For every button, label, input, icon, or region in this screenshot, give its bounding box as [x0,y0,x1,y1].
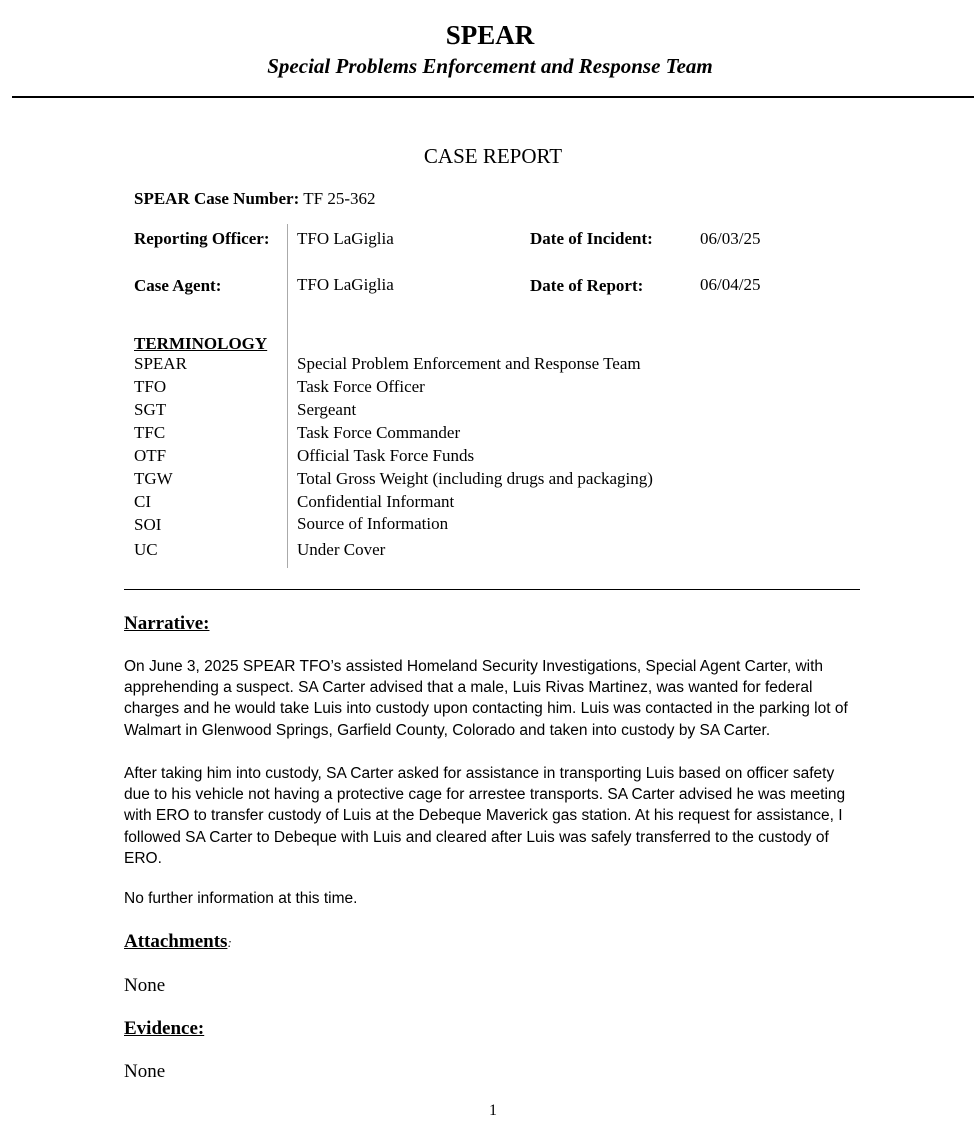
date-report-label: Date of Report: [530,276,644,295]
date-incident-label: Date of Incident: [530,229,653,248]
term-code: TFO [134,377,167,396]
term-definition: Total Gross Weight (including drugs and packaging) [297,469,653,488]
attachments-heading-row [124,931,232,953]
term-definition: Sergeant [297,400,357,419]
org-title: SPEAR [445,20,535,50]
narrative-paragraph-1: On June 3, 2025 SPEAR TFO’s assisted Homeland Security Investigations, Special Agent Carter, with apprehending a suspect. SA Carter advised that a male, Luis Rivas Martinez, was wanted for federal charges and he would take Luis into custody upon contacting him. Luis was contacted in the parking lot of Walmart in Glenwood Springs, Garfield County, Colorado and taken into custody by SA Carter. [124,658,848,739]
section-divider [124,589,860,590]
term-code: TGW [134,469,173,488]
term-definition: Confidential Informant [297,492,455,511]
term-definition: Official Task Force Funds [297,446,475,465]
date-report-value: 06/04/25 [700,275,761,294]
attachments-colon: : [227,935,232,950]
term-definition: Task Force Officer [297,377,425,396]
case-agent-label: Case Agent: [134,276,222,295]
narrative-heading: Narrative: [124,613,210,634]
case-agent-value: TFO LaGiglia [297,275,394,294]
term-code: OTF [134,446,167,465]
attachments-heading: Attachments [124,931,228,952]
term-code: TFC [134,423,166,442]
narrative-paragraph-2: After taking him into custody, SA Carter asked for assistance in transporting Luis based on officer safety due to his vehicle not having a protective cage for arrestee transports. SA Carter advised he was meeting with ERO to transfer custody of Luis at the Debeque Maverick gas station. At his request for assistance, I followed SA Carter to Debeque with Luis and cleared after Luis was safely transferred to the custody of ERO. [124,765,846,867]
evidence-heading: Evidence: [124,1018,205,1039]
term-definition: Under Cover [297,540,386,559]
term-definition: Special Problem Enforcement and Response Team [297,354,641,373]
reporting-officer-value: TFO LaGiglia [297,229,394,248]
term-definition: Source of Information [297,514,449,533]
term-code: SGT [134,400,167,419]
term-code: UC [134,540,158,559]
terminology-heading: TERMINOLOGY [134,334,268,353]
attachments-value: None [124,975,166,996]
date-incident-value: 06/03/25 [700,229,761,248]
term-code: CI [134,492,151,511]
term-code: SOI [134,515,162,534]
case-number-value: TF 25-362 [303,189,376,208]
evidence-value: None [124,1061,166,1082]
page-number: 1 [489,1102,497,1119]
term-definition: Task Force Commander [297,423,461,442]
report-title: CASE REPORT [423,144,563,168]
narrative-paragraph-3: No further information at this time. [124,890,358,907]
header-divider [12,96,974,98]
reporting-officer-label: Reporting Officer: [134,229,270,248]
org-subtitle: Special Problems Enforcement and Response Team [267,54,713,78]
case-number-label: SPEAR Case Number: [134,189,300,208]
term-code: SPEAR [134,354,187,373]
column-divider [287,224,288,568]
case-number-row [134,189,375,209]
